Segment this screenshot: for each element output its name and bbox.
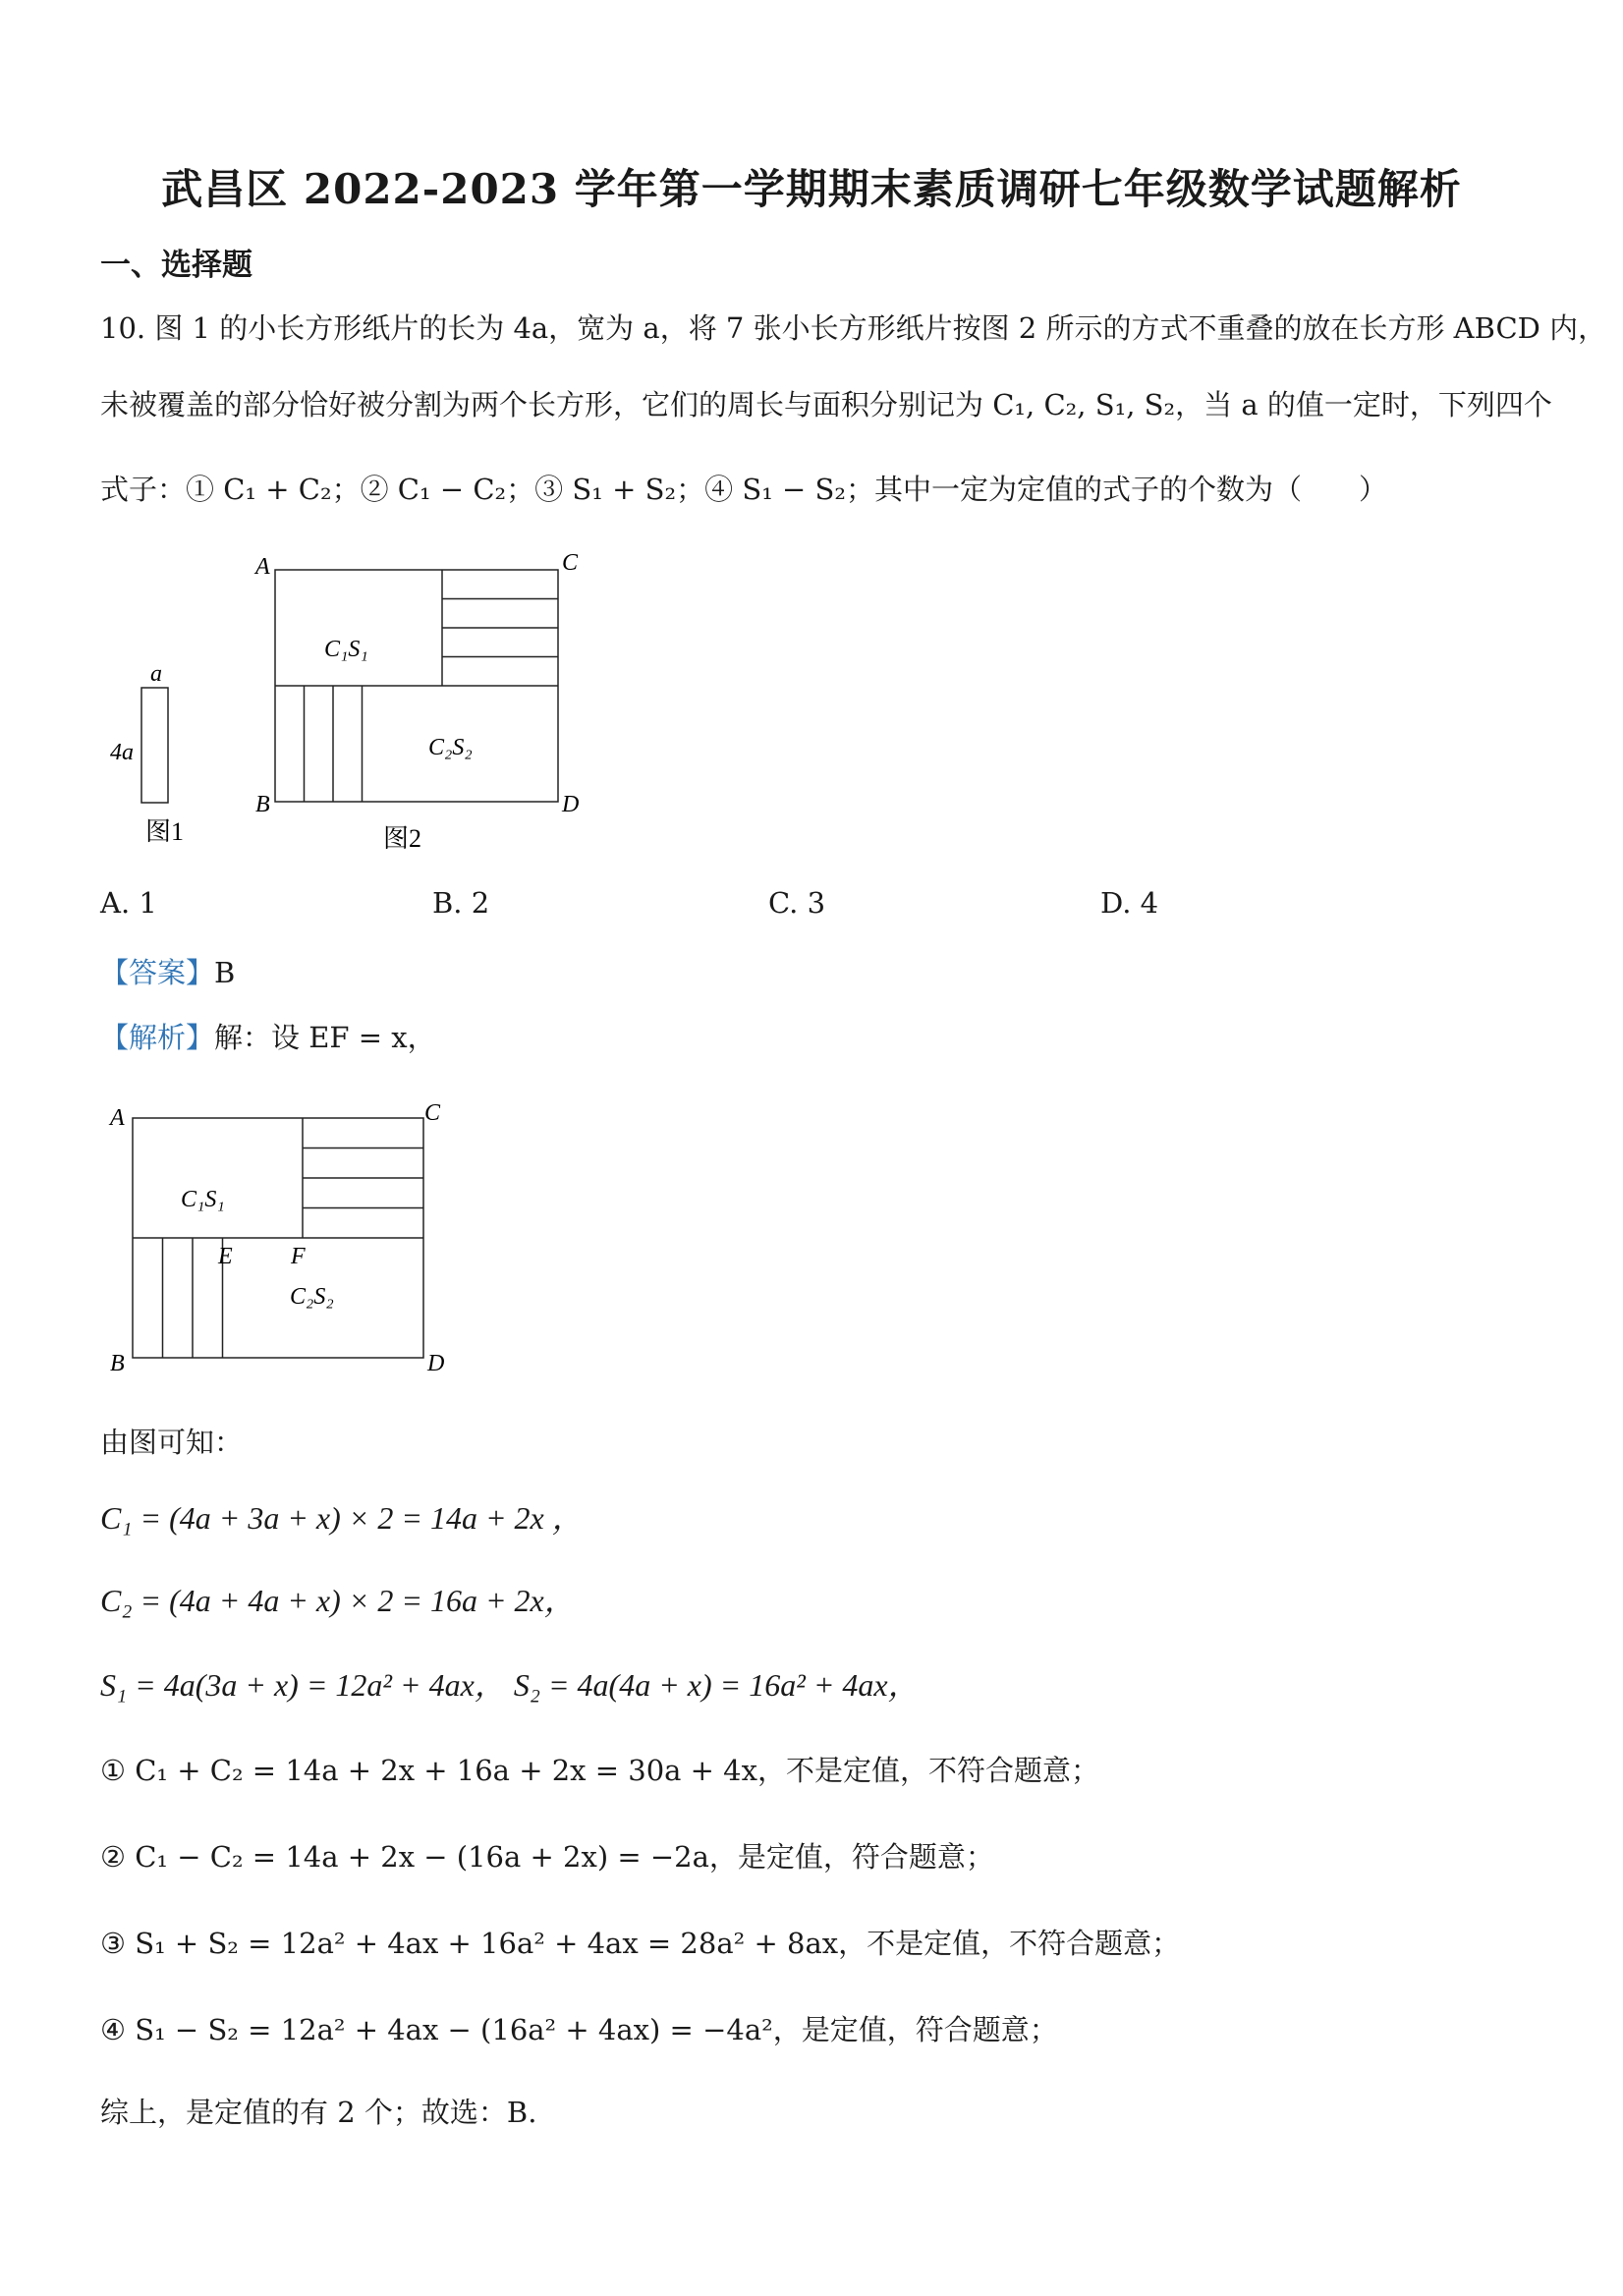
figure1-caption: 图1 bbox=[145, 817, 185, 846]
figure2-caption: 图2 bbox=[383, 824, 422, 853]
answer-line bbox=[100, 951, 235, 991]
step-c1: C₁ = (4a + 3a + x) × 2 = 14a + 2x ， bbox=[100, 1500, 584, 1536]
question-line-2: 未被覆盖的部分恰好被分割为两个长方形，它们的周长与面积分别记为 C₁, C₂, S₁, S₂，当 a 的值一定时，下列四个 bbox=[100, 388, 1552, 421]
small-rectangle bbox=[141, 688, 168, 803]
figure1-label-a: a bbox=[150, 661, 162, 687]
step-conclusion: 综上，是定值的有 2 个；故选：B. bbox=[100, 2096, 537, 2129]
figure2-label-a: A bbox=[255, 554, 270, 580]
analysis-line bbox=[100, 1016, 436, 1056]
figure1-label-4a: 4a bbox=[110, 740, 134, 765]
figure2-region-2: C₂S₂ bbox=[428, 735, 473, 760]
figure2-label-b: B bbox=[255, 792, 270, 817]
choice-a: A. 1 bbox=[100, 886, 157, 920]
step-s1-s2: S₁ = 4a(3a + x) = 12a² + 4ax， S₂ = 4a(4a + x) = 16a² + 4ax， bbox=[100, 1667, 920, 1703]
choice-d: D. 4 bbox=[1100, 886, 1159, 920]
step-option-2: ② C₁ − C₂ = 14a + 2x − (16a + 2x) = −2a，是定值，符合题意； bbox=[100, 1840, 994, 1874]
step-c2: C₂ = (4a + 4a + x) × 2 = 16a + 2x， bbox=[100, 1583, 576, 1618]
question-line-1: 10. 图 1 的小长方形纸片的长为 4a，宽为 a，将 7 张小长方形纸片按图 2 所示的方式不重叠的放在长方形 ABCD 内， bbox=[100, 311, 1607, 345]
figure2-label-c: C bbox=[562, 550, 579, 576]
figure3-region-1: C₁S₁ bbox=[181, 1187, 225, 1212]
analysis-text: 解：设 EF = x， bbox=[214, 1021, 436, 1054]
step-option-3: ③ S₁ + S₂ = 12a² + 4ax + 16a² + 4ax = 28a² + 8ax，不是定值，不符合题意； bbox=[100, 1927, 1181, 1960]
step-option-4: ④ S₁ − S₂ = 12a² + 4ax − (16a² + 4ax) = −4a²，是定值，符合题意； bbox=[100, 2013, 1058, 2046]
choice-c: C. 3 bbox=[768, 886, 826, 920]
figure3-label-f: F bbox=[291, 1244, 306, 1269]
page-title: 武昌区 2022-2023 学年第一学期期末素质调研七年级数学试题解析 bbox=[161, 165, 1462, 213]
step-intro: 由图可知： bbox=[100, 1426, 244, 1459]
figure3-label-a: A bbox=[110, 1105, 125, 1131]
figure3-region-2: C₂S₂ bbox=[290, 1284, 334, 1310]
figure-3 bbox=[98, 1086, 462, 1380]
figure3-label-d: D bbox=[427, 1351, 445, 1376]
choice-b: B. 2 bbox=[432, 886, 490, 920]
figure3-label-e: E bbox=[218, 1244, 233, 1269]
figure2-region-1: C₁S₁ bbox=[324, 637, 368, 662]
answer-tag: 【答案】 bbox=[100, 956, 215, 989]
step-option-1: ① C₁ + C₂ = 14a + 2x + 16a + 2x = 30a + 4x，不是定值，不符合题意； bbox=[100, 1754, 1099, 1787]
analysis-tag: 【解析】 bbox=[100, 1021, 215, 1054]
question-line-3: 式子：① C₁ + C₂；② C₁ − C₂；③ S₁ + S₂；④ S₁ − S₂；其中一定为定值的式子的个数为（ ） bbox=[100, 473, 1388, 506]
figure2-label-d: D bbox=[562, 792, 580, 817]
figure-1 bbox=[98, 653, 196, 855]
answer-value: B bbox=[214, 956, 236, 989]
figure3-label-b: B bbox=[110, 1351, 125, 1376]
figure-2 bbox=[246, 540, 599, 865]
figure3-label-c: C bbox=[424, 1100, 441, 1126]
section-heading: 一、选择题 bbox=[100, 248, 252, 283]
